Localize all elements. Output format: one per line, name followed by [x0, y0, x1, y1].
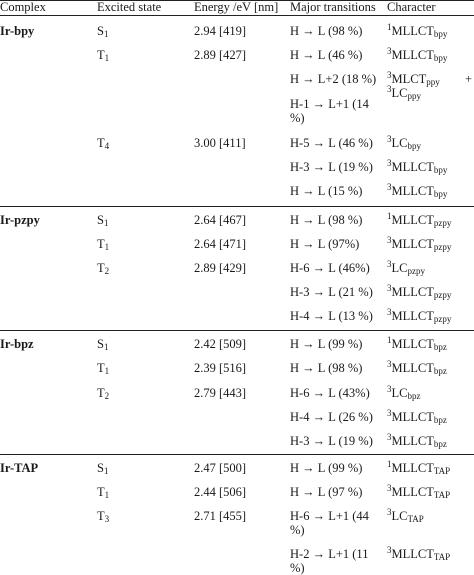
transition-to: L (19 %): [325, 434, 373, 448]
transition-to: L (99 %): [314, 337, 363, 351]
character-type: MLLCT: [391, 309, 434, 323]
transition-arrow-icon: →: [312, 160, 326, 174]
character-type: LC: [391, 261, 408, 275]
excited-state-index: 1: [104, 242, 110, 252]
major-transition: [290, 136, 373, 150]
character-ligand: pzpy: [407, 266, 425, 276]
header-major-transitions: Major transitions: [290, 0, 376, 14]
excited-state-index: 1: [103, 218, 109, 228]
major-transition: [290, 184, 362, 198]
energy-value: 2.47 [500]: [194, 461, 247, 475]
transition-from: H: [290, 213, 303, 227]
character-type: MLLCT: [391, 48, 434, 62]
transition-arrow-icon: →: [312, 261, 326, 275]
transition-arrow-icon: →: [312, 285, 326, 299]
character-ligand: TAP: [433, 466, 451, 476]
major-transition: [290, 509, 380, 537]
character-multiplicity: 1: [387, 211, 392, 221]
header-excited-state: Excited state: [97, 0, 162, 14]
major-transition: [290, 24, 362, 38]
header-complex: Complex: [0, 0, 46, 14]
transition-from: H: [290, 461, 303, 475]
transition-arrow-icon: →: [302, 461, 315, 475]
character-multiplicity: 1: [387, 459, 392, 469]
transition-from: H-3: [290, 285, 313, 299]
energy-value: 2.71 [455]: [194, 509, 247, 523]
transition-to: L (26 %): [325, 410, 373, 424]
transition-arrow-icon: →: [312, 410, 326, 424]
transition-arrow-icon: →: [302, 72, 315, 86]
excited-state: [97, 386, 109, 400]
transition-from: H-3: [290, 434, 313, 448]
major-transition: [290, 386, 370, 400]
excited-state-letter: T: [97, 386, 105, 400]
transition-to: L (97 %): [314, 485, 363, 499]
transition-from: H-1: [290, 97, 313, 111]
major-transition: [290, 485, 362, 499]
major-transition: [290, 261, 370, 275]
character-multiplicity: 3: [387, 359, 392, 369]
excited-state-index: 2: [104, 391, 110, 401]
character-ligand: pzpy: [433, 218, 452, 228]
major-transition: [290, 337, 362, 351]
character-ligand: TAP: [433, 552, 451, 562]
character: [387, 160, 447, 174]
character-multiplicity: 3: [387, 134, 392, 144]
character-type: MLCT: [391, 72, 427, 86]
character: [387, 410, 447, 424]
character-type: MLLCT: [391, 361, 434, 375]
complex-name: Ir-bpz: [0, 337, 34, 351]
transition-arrow-icon: →: [302, 237, 315, 251]
transition-to: L (98 %): [314, 361, 363, 375]
major-transition: [290, 410, 373, 424]
excited-state-letter: S: [97, 461, 104, 475]
character: [387, 261, 425, 275]
excited-state-letter: S: [97, 24, 104, 38]
character-multiplicity: 3: [387, 408, 392, 418]
excited-state-letter: T: [97, 136, 105, 150]
transition-arrow-icon: →: [302, 485, 315, 499]
transition-arrow-icon: →: [312, 136, 326, 150]
character: [387, 434, 447, 448]
excited-state-index: 2: [104, 266, 110, 276]
excited-state: [97, 24, 108, 38]
energy-value: 2.44 [506]: [194, 485, 247, 499]
transition-from: H-4: [290, 309, 313, 323]
character-multiplicity: 3: [387, 483, 392, 493]
character-type: MLLCT: [391, 485, 434, 499]
character: [387, 213, 451, 227]
character-type: MLLCT: [391, 461, 434, 475]
energy-value: 2.89 [429]: [194, 261, 247, 275]
character-type: MLLCT: [391, 24, 434, 38]
transition-to: L (13 %): [325, 309, 373, 323]
transition-to: L (21 %): [325, 285, 373, 299]
transition-arrow-icon: →: [312, 386, 326, 400]
transition-to: L (46 %): [314, 48, 363, 62]
character-multiplicity: 1: [387, 335, 392, 345]
header-character: Character: [387, 0, 436, 14]
excited-state-letter: T: [97, 361, 105, 375]
transition-from: H-3: [290, 160, 313, 174]
character: [387, 386, 420, 400]
excited-state-letter: S: [97, 337, 104, 351]
transition-arrow-icon: →: [302, 361, 315, 375]
character-type: MLLCT: [391, 285, 434, 299]
transition-from: H: [290, 337, 303, 351]
energy-value: 2.39 [516]: [194, 361, 247, 375]
excited-state-index: 1: [103, 29, 109, 39]
character-multiplicity: 1: [387, 22, 392, 32]
character: [387, 509, 424, 523]
character-multiplicity: 3: [387, 158, 392, 168]
transition-from: H-2: [290, 547, 313, 561]
excited-state: [97, 361, 109, 375]
character-multiplicity: 3: [387, 283, 392, 293]
character-ligand: pzpy: [433, 314, 452, 324]
major-transition: [290, 72, 376, 86]
character-multiplicity: 3: [387, 70, 392, 80]
transition-to: L+2 (18 %): [314, 72, 377, 86]
excited-state-index: 1: [104, 53, 110, 63]
character-ligand: bpz: [433, 342, 447, 352]
character-multiplicity: 3: [387, 46, 392, 56]
transition-to: L+1 (11 %): [290, 547, 369, 575]
character-multiplicity: 3: [387, 307, 392, 317]
excited-state: [97, 461, 108, 475]
transition-arrow-icon: →: [312, 434, 326, 448]
character: [387, 285, 451, 299]
excited-state-index: 3: [104, 514, 110, 524]
transition-to: L (46 %): [325, 136, 373, 150]
character-multiplicity: 3: [387, 84, 392, 94]
transition-to: L (99 %): [314, 461, 363, 475]
character-type: MLLCT: [391, 547, 434, 561]
transition-from: H: [290, 485, 303, 499]
character-multiplicity: 3: [387, 182, 392, 192]
transition-arrow-icon: →: [312, 509, 326, 523]
excited-state-letter: T: [97, 261, 105, 275]
character-type: LC: [391, 86, 408, 100]
transition-arrow-icon: →: [302, 337, 315, 351]
complex-name: Ir-pzpy: [0, 213, 40, 227]
major-transition: [290, 160, 373, 174]
character-type: MLLCT: [391, 184, 434, 198]
complex-name: Ir-bpy: [0, 24, 35, 38]
character-ligand: bpz: [433, 415, 447, 425]
character-ligand: ppy: [426, 77, 440, 87]
character: [387, 136, 421, 150]
excited-state-letter: T: [97, 509, 105, 523]
energy-value: 2.79 [443]: [194, 386, 247, 400]
excited-state-letter: T: [97, 485, 105, 499]
character: [387, 309, 451, 323]
excited-state: [97, 337, 108, 351]
character-type: MLLCT: [391, 237, 434, 251]
transition-to: L+1 (44 %): [290, 509, 369, 537]
rule-ir-bpz: [0, 330, 474, 331]
energy-value: 2.64 [467]: [194, 213, 247, 227]
character: [387, 184, 447, 198]
rule-ir-pzpy: [0, 206, 474, 207]
transition-arrow-icon: →: [312, 309, 326, 323]
character-type: LC: [391, 509, 408, 523]
transition-to: L (19 %): [325, 160, 373, 174]
transition-from: H-5: [290, 136, 313, 150]
character: [387, 72, 440, 100]
character-multiplicity: 3: [387, 432, 392, 442]
character: [387, 48, 447, 62]
transition-from: H-6: [290, 509, 313, 523]
excited-state-index: 1: [104, 366, 110, 376]
transition-to: L (97%): [314, 237, 360, 251]
transition-arrow-icon: →: [302, 184, 315, 198]
transition-arrow-icon: →: [302, 24, 315, 38]
character-multiplicity: 3: [387, 259, 392, 269]
major-transition: [290, 434, 373, 448]
transition-arrow-icon: →: [312, 97, 326, 111]
transition-to: L (98 %): [314, 213, 363, 227]
major-transition: [290, 461, 362, 475]
header-energy: Energy /eV [nm]: [194, 0, 279, 14]
character-ligand: bpy: [433, 189, 448, 199]
major-transition: [290, 547, 380, 575]
character: [387, 237, 451, 251]
major-transition: [290, 361, 362, 375]
character-ligand: ppy: [407, 91, 421, 101]
excited-state-letter: T: [97, 48, 105, 62]
header-rule: [0, 15, 474, 16]
transition-from: H: [290, 184, 303, 198]
character-ligand: bpy: [407, 141, 421, 151]
excited-state-index: 1: [104, 490, 110, 500]
transition-to: L (98 %): [314, 24, 363, 38]
character-ligand: pzpy: [433, 290, 452, 300]
transition-arrow-icon: →: [312, 547, 326, 561]
excited-state: [97, 261, 109, 275]
transition-arrow-icon: →: [302, 213, 315, 227]
character-multiplicity: 3: [387, 507, 392, 517]
excited-state-letter: T: [97, 237, 105, 251]
energy-value: 2.89 [427]: [194, 48, 247, 62]
major-transition: [290, 213, 362, 227]
character-type: MLLCT: [391, 410, 434, 424]
major-transition: [290, 48, 362, 62]
character-ligand: bpz: [407, 391, 421, 401]
character-ligand: bpz: [433, 366, 447, 376]
character: [387, 547, 450, 561]
excited-state: [97, 48, 109, 62]
character-type: LC: [391, 136, 408, 150]
excited-state-index: 4: [104, 141, 110, 151]
energy-value: 2.64 [471]: [194, 237, 247, 251]
transition-to: L (46%): [325, 261, 370, 275]
transition-to: L (15 %): [314, 184, 363, 198]
transition-from: H: [290, 237, 303, 251]
rule-ir-tap: [0, 454, 474, 455]
transition-from: H-6: [290, 261, 313, 275]
transition-from: H: [290, 361, 303, 375]
character-type: MLLCT: [391, 213, 434, 227]
excited-state-letter: S: [97, 213, 104, 227]
character-type: MLLCT: [391, 160, 434, 174]
major-transition: [290, 237, 359, 251]
major-transition: [290, 97, 380, 125]
excited-state: [97, 485, 109, 499]
transition-arrow-icon: →: [302, 48, 315, 62]
transition-to: L+1 (14 %): [290, 97, 369, 125]
transition-from: H-4: [290, 410, 313, 424]
character-ligand: pzpy: [433, 242, 452, 252]
excited-state: [97, 237, 109, 251]
character-type: LC: [391, 386, 408, 400]
character-type: MLLCT: [391, 434, 434, 448]
transition-from: H: [290, 24, 303, 38]
excited-state-index: 1: [103, 342, 109, 352]
character-multiplicity: 3: [387, 384, 392, 394]
character: [387, 361, 447, 375]
excited-state: [97, 213, 108, 227]
transition-to: L (43%): [325, 386, 370, 400]
major-transition: [290, 309, 373, 323]
character-ligand: bpy: [433, 165, 448, 175]
character-type: MLLCT: [391, 337, 434, 351]
excited-state-index: 1: [103, 466, 109, 476]
character-ligand: TAP: [407, 514, 424, 524]
character: [387, 485, 450, 499]
character-multiplicity: 3: [387, 545, 392, 555]
excited-state: [97, 509, 109, 523]
complex-name: Ir-TAP: [0, 461, 39, 475]
character-ligand: TAP: [433, 490, 451, 500]
character: [387, 24, 447, 38]
transition-from: H-6: [290, 386, 313, 400]
character-multiplicity: 3: [387, 235, 392, 245]
character-ligand: bpy: [433, 29, 448, 39]
energy-value: 2.42 [509]: [194, 337, 247, 351]
transition-from: H: [290, 72, 303, 86]
plus-sign: +: [465, 72, 473, 86]
character: [387, 461, 450, 475]
character-ligand: bpy: [433, 53, 448, 63]
energy-value: 2.94 [419]: [194, 24, 247, 38]
energy-value: 3.00 [411]: [194, 136, 246, 150]
major-transition: [290, 285, 373, 299]
excited-state: [97, 136, 109, 150]
character: [387, 337, 447, 351]
transition-from: H: [290, 48, 303, 62]
character-ligand: bpz: [433, 439, 447, 449]
